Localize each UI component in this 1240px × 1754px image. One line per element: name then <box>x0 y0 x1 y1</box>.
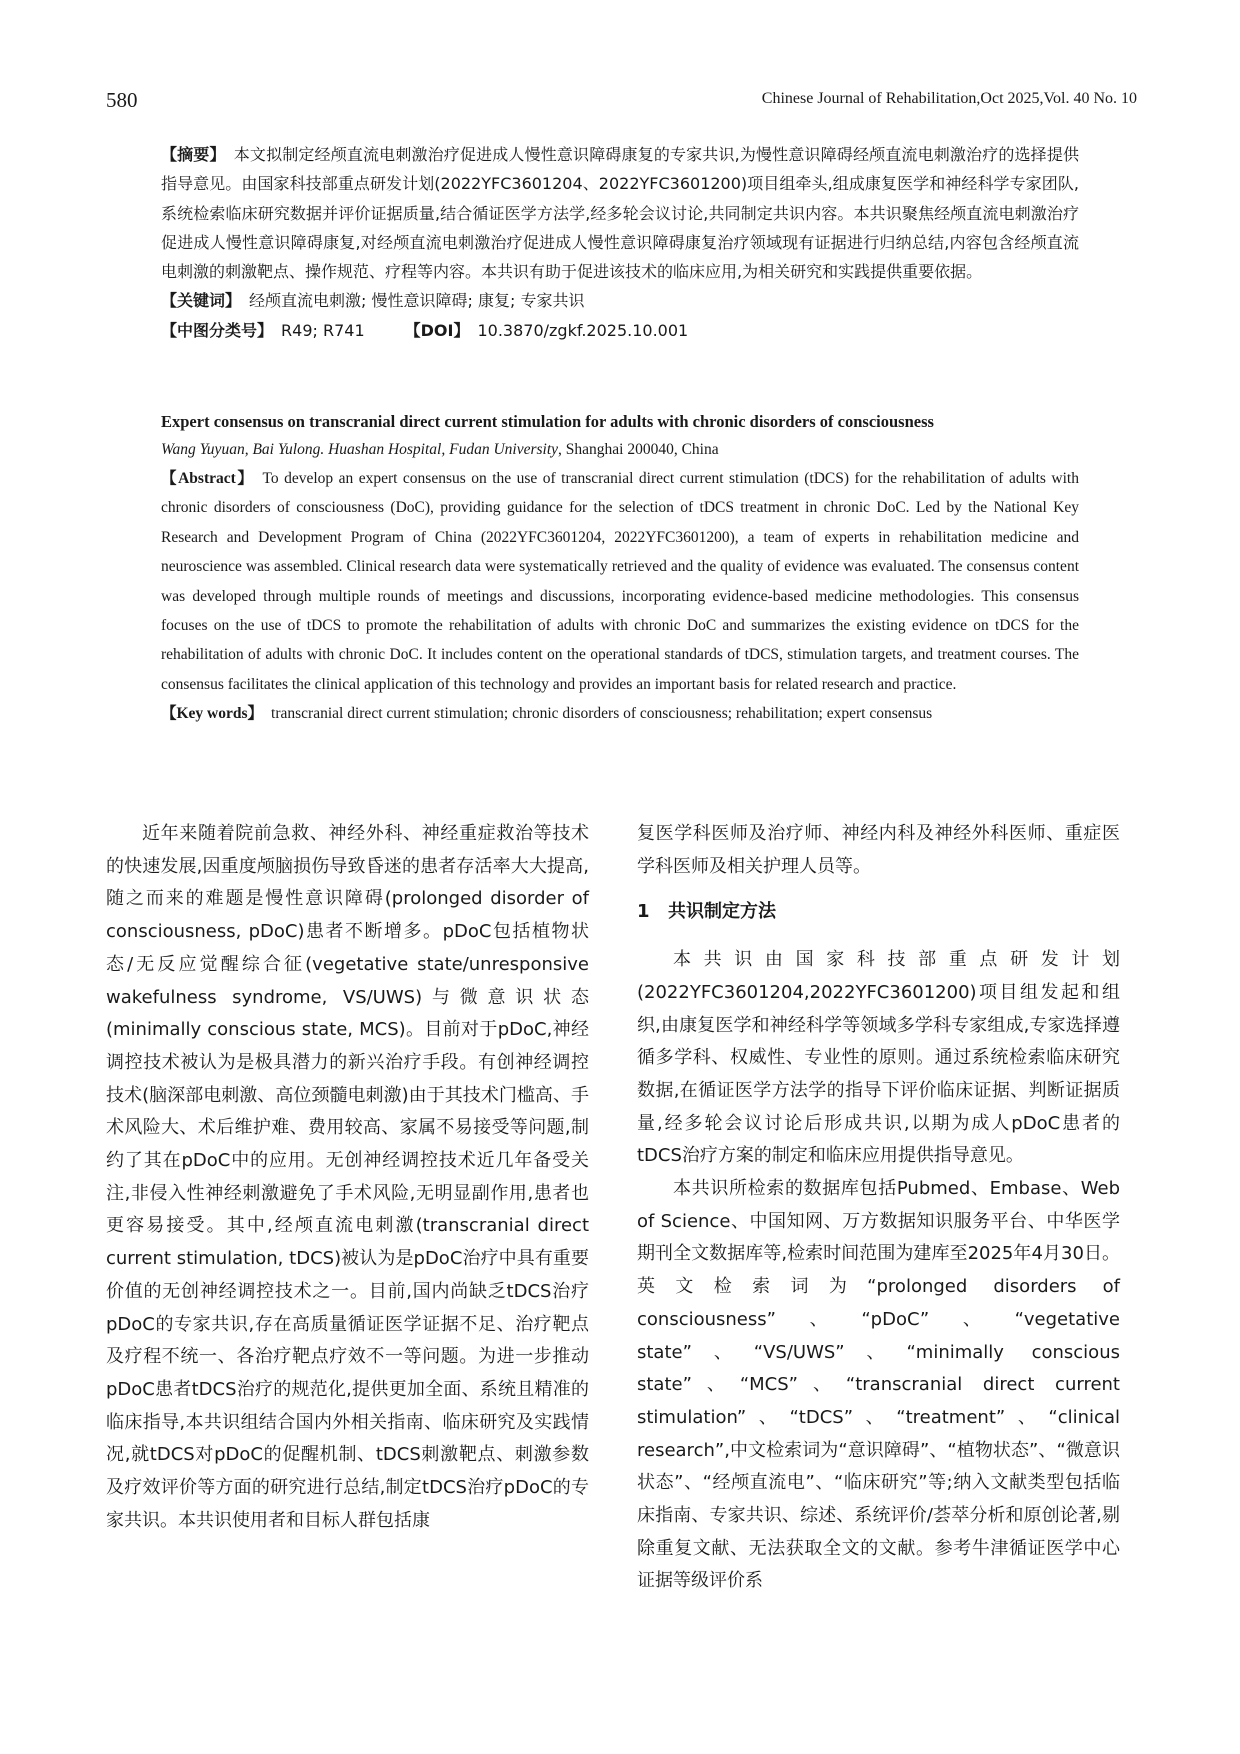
english-keywords-label: 【Key words】 <box>161 705 264 723</box>
clc-label: 【中图分类号】 <box>161 320 274 340</box>
english-authors <box>161 436 1079 464</box>
zh-keywords-text: 经颅直流电刺激; 慢性意识障碍; 康复; 专家共识 <box>249 291 585 311</box>
english-abstract-text: To develop an expert consensus on the use of transcranial direct current stimulation (tDCS) for the rehabilitation of adults with chronic disorders of consciousness (DoC), providing guidance for the selection of tDCS treatment in chronic DoC. Led by the National Key Research and Development Program of China (2022YFC3601204, 2022YFC3601200), a team of experts in rehabilitation medicine and neuroscience was assembled. Clinical research data were systematically retrieved and the quality of evidence was evaluated. The consensus content was developed through multiple rounds of meetings and discussions, incorporating evidence-based medicine methodologies. This consensus focuses on the use of tDCS to promote the rehabilitation of adults with chronic DoC and summarizes the existing evidence on tDCS for the rehabilitation of adults with chronic DoC. It includes content on the operational standards of tDCS, stimulation targets, and treatment courses. The consensus facilitates the clinical application of this technology and provides an important basis for related research and practice. <box>161 470 1079 693</box>
english-title: Expert consensus on transcranial direct current stimulation for adults with chronic disorders of consciousness <box>161 412 934 431</box>
zh-abstract-paragraph <box>161 140 1079 286</box>
page-number: 580 <box>106 88 138 112</box>
english-keywords-text: transcranial direct current stimulation; chronic disorders of consciousness; rehabilitation; expert consensus <box>271 705 933 723</box>
body-column-left <box>106 818 589 1537</box>
author-names: Wang Yuyuan, Bai Yulong. <box>161 441 325 458</box>
zh-keywords <box>161 286 1079 315</box>
author-city: , Shanghai 200040, China <box>558 441 719 458</box>
english-abstract <box>161 408 1079 729</box>
section-number: 1 <box>637 901 650 923</box>
search-paragraph: 本共识所检索的数据库包括Pubmed、Embase、Web of Science、中国知网、万方数据知识服务平台、中华医学期刊全文数据库等,检索时间范围为建库至2025年4月30日。英文检索词为“prolonged disorders of consciousness”、“pDoC”、“vegetative state”、“VS/UWS”、“minimally conscious state”、“MCS”、“transcranial direct current stimulation”、“tDCS”、“treatment”、“clinical research”,中文检索词为“意识障碍”、“植物状态”、“微意识状态”、“经颅直流电”、“临床研究”等;纳入文献类型包括临床指南、专家共识、综述、系统评价/荟萃分析和原创论著,剔除重复文献、无法获取全文的文献。参考牛津循证医学中心证据等级评价系 <box>637 1178 1120 1592</box>
english-abstract-paragraph <box>161 464 1079 699</box>
doi-label: 【DOI】 <box>404 320 470 340</box>
running-head: Chinese Journal of Rehabilitation,Oct 2025,Vol. 40 No. 10 <box>761 90 1137 107</box>
doi-value: 10.3870/zgkf.2025.10.001 <box>477 320 689 340</box>
chinese-abstract <box>161 140 1079 345</box>
intro-paragraph: 近年来随着院前急救、神经外科、神经重症救治等技术的快速发展,因重度颅脑损伤导致昏迷的患者存活率大大提高,随之而来的难题是慢性意识障碍(prolonged disorder of consciousness, pDoC)患者不断增多。pDoC包括植物状态/无反应觉醒综合征(vegetative state/unresponsive wakefulness syndrome, VS/UWS)与微意识状态(minimally conscious state, MCS)。目前对于pDoC,神经调控技术被认为是极具潜力的新兴治疗手段。有创神经调控技术(脑深部电刺激、高位颈髓电刺激)由于其技术门槛高、手术风险大、术后维护难、费用较高、家属不易接受等问题,制约了其在pDoC中的应用。无创神经调控技术近几年备受关注,非侵入性神经刺激避免了手术风险,无明显副作用,患者也更容易接受。其中,经颅直流电刺激(transcranial direct current stimulation, tDCS)被认为是pDoC治疗中具有重要价值的无创神经调控技术之一。目前,国内尚缺乏tDCS治疗pDoC的专家共识,存在高质量循证医学证据不足、治疗靶点及疗程不统一、各治疗靶点疗效不一等问题。为进一步推动pDoC患者tDCS治疗的规范化,提供更加全面、系统且精准的临床指导,本共识组结合国内外相关指南、临床研究及实践情况,就tDCS对pDoC的促醒机制、tDCS刺激靶点、刺激参数及疗效评价等方面的研究进行总结,制定tDCS治疗pDoC的专家共识。本共识使用者和目标人群包括康 <box>106 823 589 1531</box>
zh-classification <box>161 316 1079 345</box>
body-column-right <box>637 818 1120 1598</box>
zh-abstract-text: 本文拟制定经颅直流电刺激治疗促进成人慢性意识障碍康复的专家共识,为慢性意识障碍经颅直流电刺激治疗的选择提供指导意见。由国家科技部重点研发计划(2022YFC3601204、2022YFC3601200)项目组牵头,组成康复医学和神经科学专家团队,系统检索临床研究数据并评价证据质量,结合循证医学方法学,经多轮会议讨论,共同制定共识内容。本共识聚焦经颅直流电刺激治疗促进成人慢性意识障碍康复,对经颅直流电刺激治疗促进成人慢性意识障碍康复治疗领域现有证据进行归纳总结,内容包含经颅直流电刺激的刺激靶点、操作规范、疗程等内容。本共识有助于促进该技术的临床应用,为相关研究和实践提供重要依据。 <box>161 145 1079 282</box>
clc-value: R49; R741 <box>281 320 365 340</box>
section-heading <box>637 896 1120 929</box>
english-keywords <box>161 699 1079 728</box>
zh-keywords-label: 【关键词】 <box>161 291 242 311</box>
author-affiliation: Huashan Hospital, Fudan University <box>328 441 559 458</box>
section-title: 共识制定方法 <box>668 901 776 923</box>
intro-paragraph-continued: 复医学科医师及治疗师、神经内科及神经外科医师、重症医学科医师及相关护理人员等。 <box>637 823 1120 877</box>
methods-paragraph: 本共识由国家科技部重点研发计划(2022YFC3601204,2022YFC3601200)项目组发起和组织,由康复医学和神经科学等领域多学科专家组成,专家选择遵循多学科、权威性、专业性的原则。通过系统检索临床研究数据,在循证医学方法学的指导下评价临床证据、判断证据质量,经多轮会议讨论后形成共识,以期为成人pDoC患者的tDCS治疗方案的制定和临床应用提供指导意见。 <box>637 949 1120 1167</box>
english-abstract-label: 【Abstract】 <box>161 470 255 487</box>
zh-abstract-label: 【摘要】 <box>161 145 226 164</box>
